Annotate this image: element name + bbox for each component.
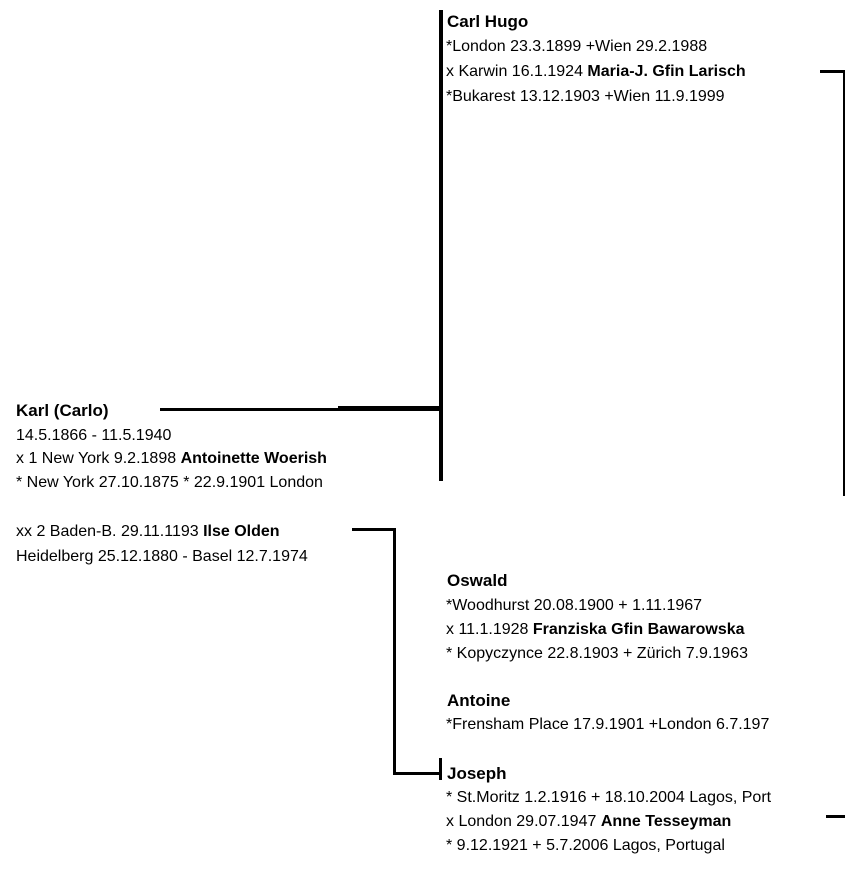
karl-second-marriage xyxy=(16,523,280,541)
second-marriage-horizontal-connector xyxy=(352,528,396,531)
karl-name: Karl (Carlo) xyxy=(16,401,109,420)
carl-hugo-spouse-dates: *Bukarest 13.12.1903 +Wien 11.9.1999 xyxy=(446,88,725,105)
antoine-name: Antoine xyxy=(447,691,511,710)
carl-hugo-spouse-connector xyxy=(820,70,845,73)
second-marriage-vertical-connector xyxy=(393,528,396,774)
karl-dates: 14.5.1866 - 11.5.1940 xyxy=(16,427,172,444)
karl-second-spouse-dates: Heidelberg 25.12.1880 - Basel 12.7.1974 xyxy=(16,548,308,565)
karl-connector-thick-segment xyxy=(338,406,441,411)
antoine-birth: *Frensham Place 17.9.1901 +London 6.7.197 xyxy=(446,716,770,733)
carl-hugo-name: Carl Hugo xyxy=(447,12,529,31)
oswald-spouse-dates: * Kopyczynce 22.8.1903 + Zürich 7.9.1963 xyxy=(446,645,748,662)
joseph-marriage-prefix: x London 29.07.1947 xyxy=(446,813,601,830)
joseph-vertical-bracket xyxy=(439,758,442,780)
joseph-birth: * St.Moritz 1.2.1916 + 18.10.2004 Lagos, Port xyxy=(446,789,772,806)
oswald-marriage-prefix: x 11.1.1928 xyxy=(446,621,533,638)
carl-hugo-birth: *London 23.3.1899 +Wien 29.2.1988 xyxy=(446,38,708,55)
karl-second-spouse-name: Ilse Olden xyxy=(203,523,280,540)
karl-first-spouse-name: Antoinette Woerish xyxy=(180,450,327,467)
oswald-birth: *Woodhurst 20.08.1900 + 1.11.1967 xyxy=(446,597,703,614)
karl-first-spouse-dates: * New York 27.10.1875 * 22.9.1901 London xyxy=(16,474,323,491)
oswald-marriage xyxy=(446,621,745,639)
carl-hugo-marriage xyxy=(446,63,746,81)
oswald-name: Oswald xyxy=(447,571,508,590)
carl-hugo-marriage-prefix: x Karwin 16.1.1924 xyxy=(446,63,588,80)
joseph-spouse-connector xyxy=(826,815,845,818)
joseph-horizontal-connector xyxy=(393,772,441,775)
joseph-spouse-name: Anne Tesseyman xyxy=(600,813,732,830)
oswald-spouse-name: Franziska Gfin Bawarowska xyxy=(532,621,745,638)
carl-hugo-spouse-name: Maria-J. Gfin Larisch xyxy=(587,63,746,80)
joseph-spouse-dates: * 9.12.1921 + 5.7.2006 Lagos, Portugal xyxy=(446,837,725,854)
joseph-name: Joseph xyxy=(447,764,507,783)
joseph-marriage xyxy=(446,813,731,831)
karl-second-marriage-prefix: xx 2 Baden-B. 29.11.1193 xyxy=(16,523,204,540)
karl-first-marriage xyxy=(16,450,377,468)
karl-first-marriage-prefix: x 1 New York 9.2.1898 xyxy=(16,450,181,467)
